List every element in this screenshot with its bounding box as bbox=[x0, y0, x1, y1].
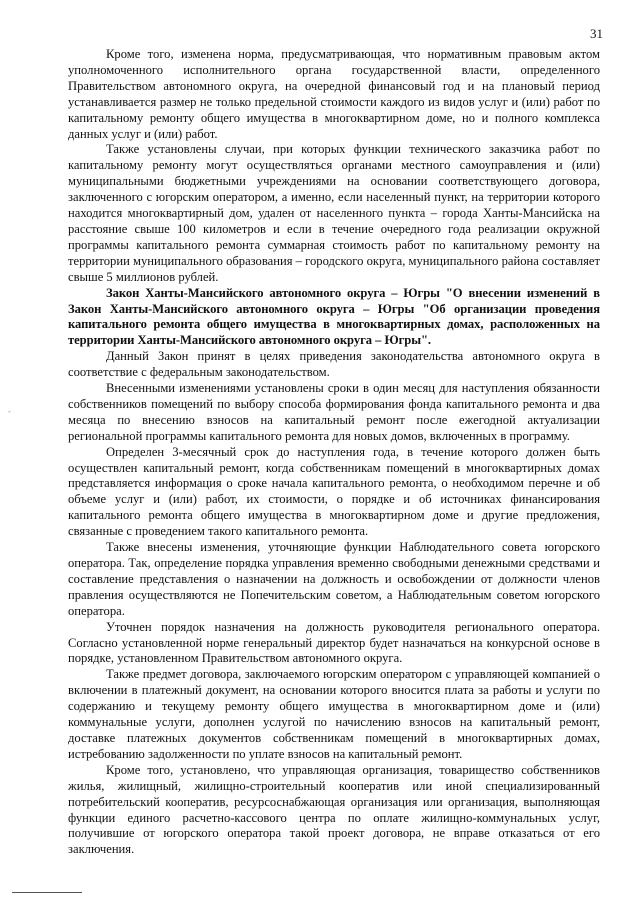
paragraph-law-purpose: Данный Закон принят в целях приведения законодательства автономного округа в соответствие с федеральным законодательством. bbox=[68, 349, 600, 380]
paragraph-management-organizations: Кроме того, установлено, что управляющая организация, товарищество собственников жилья, жилищный, жилищно-строительный кооператив или иной специализированный потребительский кооператив, ресурсоснабжающая организация или организация, выполняющая функции единого расчетно-кассового центра по оплате жилищно-коммунальных услуг, получившие от югорского оператора такой проект договора, не вправе отказаться от его заключения. bbox=[68, 762, 600, 857]
paragraph-deadlines: Внесенными изменениями установлены сроки в один месяц для наступления обязанности собственников помещений по выбору способа формирования фонда капитального ремонта и два месяца по внесению взносов на капитальный ремонт после ежегодной актуализации региональной программы капитального ремонта для новых домов, включенных в программу. bbox=[68, 381, 600, 443]
paragraph-technical-customer: Также установлены случаи, при которых функции технического заказчика работ по капитальному ремонту могут осуществляться органами местного самоуправления и (или) муниципальными бюджетными учреждениями на основании соответствующего договора, заключенного с югорским оператором, а именно, если населенный пункт, на территории которого находится многоквартирный дом, удален от населенного пункта – города Ханты-Мансийска на расстояние свыше 100 километров и если в течение очередного года реализации окружной программы капитального ремонта суммарная стоимость работ по капитальному ремонту на территории муниципального образования – городского округа, муниципального района составляет свыше 5 миллионов рублей. bbox=[68, 142, 600, 284]
law-title-heading: Закон Ханты-Мансийского автономного округа – Югры "О внесении изменений в Закон Ханты-Мансийского автономного округа – Югры "Об организации проведения капитального ремонта общего имущества в многоквартирных домах, расположенных на территории Ханты-Мансийского автономного округа – Югры". bbox=[68, 285, 600, 348]
paragraph-contract-subject: Также предмет договора, заключаемого югорским оператором с управляющей компанией о включении в платежный документ, на основании которого вносится плата за работы и услуги по содержанию и текущему ремонту общего имущества в многоквартирном доме и (или) коммунальные услуги, дополнен услугой по начислению взносов на капитальный ремонт, доставке платежных документов собственникам помещений в многоквартирных домах, истребованию задолженности по уплате взносов на капитальный ремонт. bbox=[68, 667, 600, 761]
paragraph-director-appointment: Уточнен порядок назначения на должность руководителя регионального оператора. Согласно установленной норме генеральный директор будет назначаться на конкурсной основе в порядке, установленном Правительством автономного округа. bbox=[68, 619, 600, 666]
paragraph-supervisory-board: Также внесены изменения, уточняющие функции Наблюдательного совета югорского оператора. Так, определение порядка управления временно свободными денежными средствами и составление представления о назначении на должность и освобождении от должности членов правления осуществляются не Попечительским советом, а Наблюдательным советом югорского оператора. bbox=[68, 540, 600, 618]
page-number: 31 bbox=[590, 26, 603, 41]
margin-mark: - bbox=[8, 406, 11, 416]
document-body bbox=[68, 47, 600, 858]
paragraph-norm-change: Кроме того, изменена норма, предусматривающая, что нормативным правовым актом уполномоченного исполнительного органа государственной власти, определенного Правительством автономного округа, на очередной финансовый год и на плановый период устанавливается размер не только предельной стоимости каждого из видов услуг и (или) работ по капитальному ремонту общего имущества в многоквартирном доме, но и полного комплекса данных услуг и (или) работ. bbox=[68, 47, 600, 141]
footnote-divider bbox=[12, 892, 82, 893]
paragraph-three-month-term: Определен 3-месячный срок до наступления года, в течение которого должен быть осуществлен капитальный ремонт, когда собственникам помещений в многоквартирных домах представляется информация о сроке начала капитального ремонта, о необходимом перечне и об объеме услуг и (или) работ, их стоимости, о порядке и об источниках финансирования капитального ремонта общего имущества в многоквартирном доме и другие предложения, связанные с проведением такого капитального ремонта. bbox=[68, 444, 600, 539]
